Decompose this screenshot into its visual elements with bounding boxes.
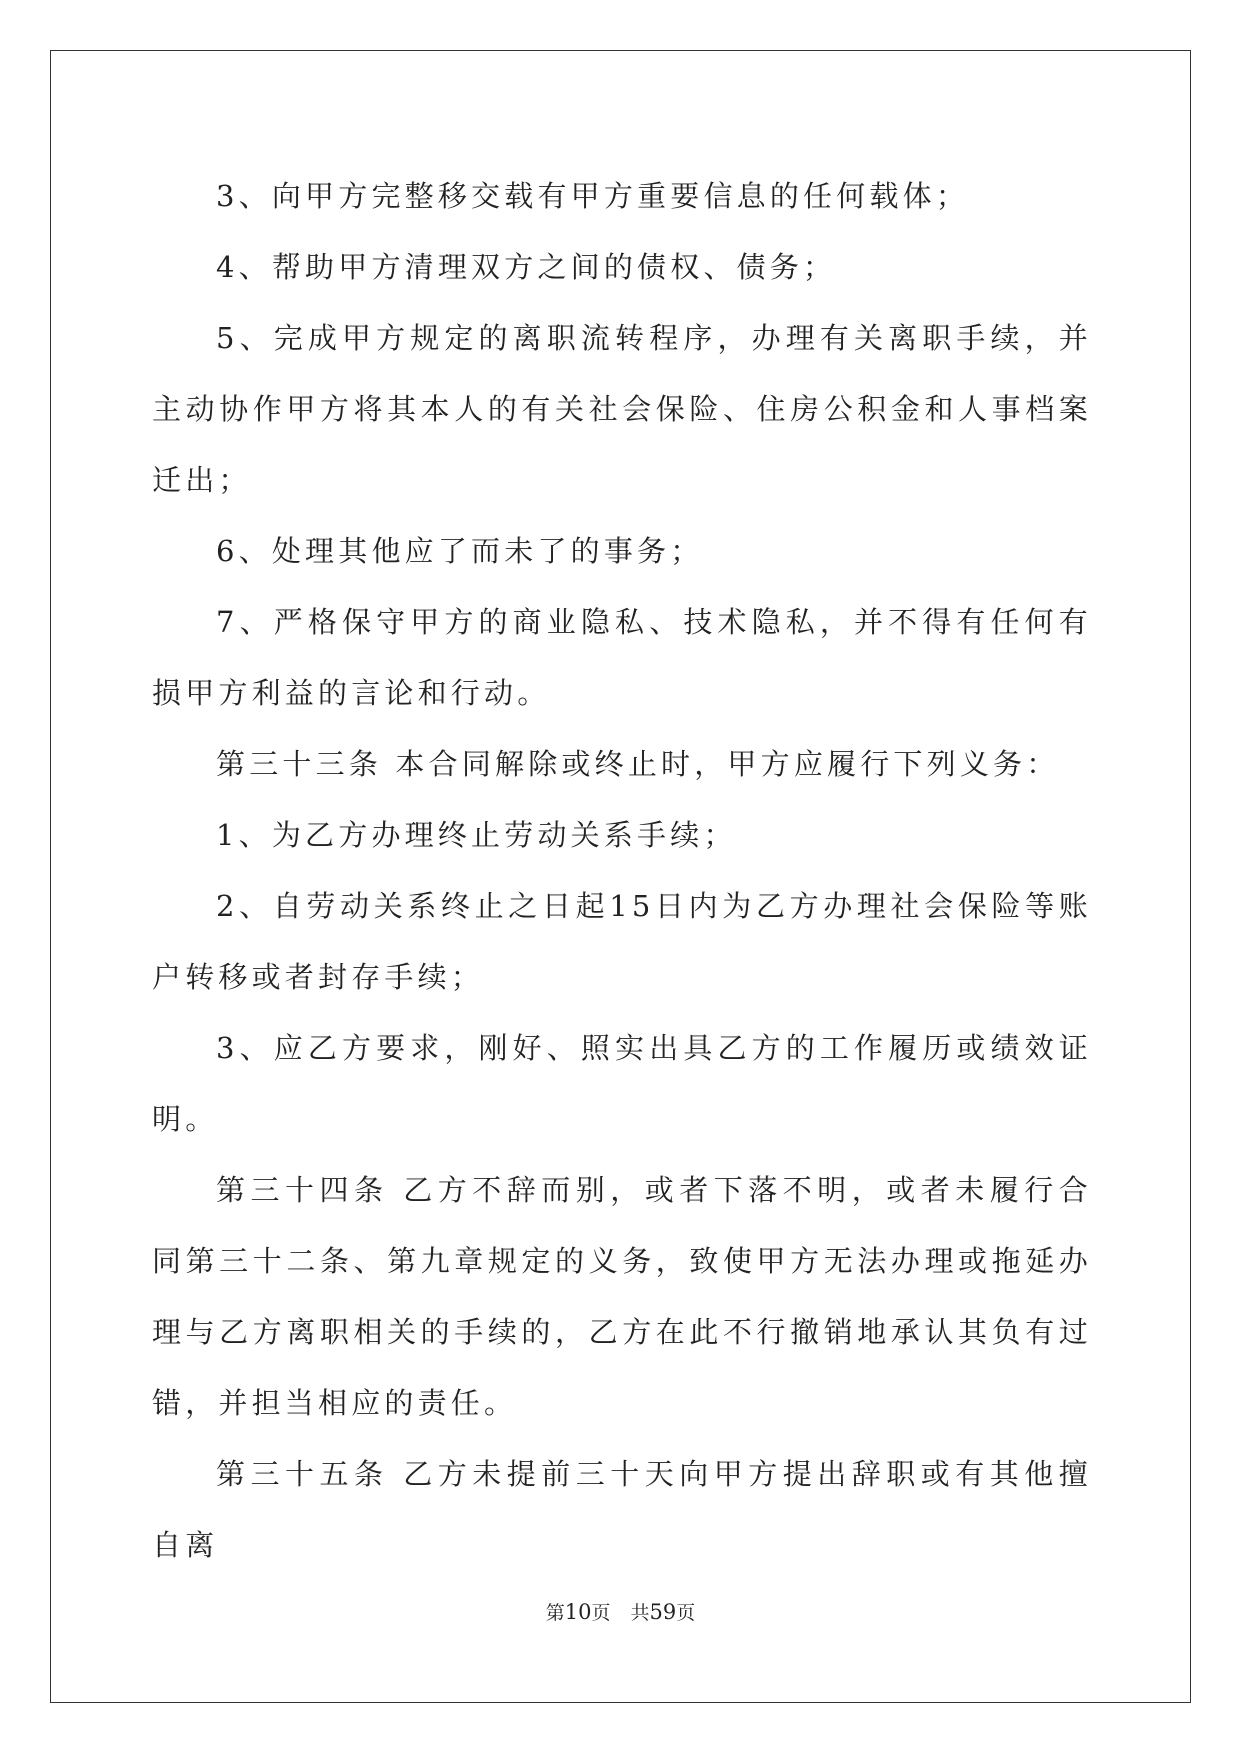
document-body [152,161,1092,1581]
paragraph-8: 2、自劳动关系终止之日起15日内为乙方办理社会保险等账户转移或者封存手续； [152,889,1092,994]
total-prefix: 共 [630,1602,650,1624]
paragraph-9: 3、应乙方要求，刚好、照实出具乙方的工作履历或绩效证明。 [152,1031,1092,1136]
total-pages: 59 [649,1600,677,1624]
page-suffix: 页 [591,1602,611,1624]
paragraph-10: 第三十四条 乙方不辞而别，或者下落不明，或者未履行合同第三十二条、第九章规定的义务，致使甲方无法办理或拖延办理与乙方离职相关的手续的，乙方在此不行撤销地承认其负有过错，并担当相应的责任。 [152,1173,1092,1420]
paragraph-4: 6、处理其他应了而未了的事务； [216,534,704,568]
page-footer [0,1598,1241,1625]
paragraph-2: 4、帮助甲方清理双方之间的债权、债务； [216,250,837,284]
page-number: 10 [564,1600,592,1624]
paragraph-11: 第三十五条 乙方未提前三十天向甲方提出辞职或有其他擅自离 [152,1457,1092,1562]
paragraph-5: 7、严格保守甲方的商业隐私、技术隐私，并不得有任何有损甲方利益的言论和行动。 [152,605,1092,710]
paragraph-1: 3、向甲方完整移交载有甲方重要信息的任何载体； [216,179,970,213]
page-prefix: 第 [545,1602,565,1624]
paragraph-3: 5、完成甲方规定的离职流转程序，办理有关离职手续，并主动协作甲方将其本人的有关社会保险、住房公积金和人事档案迁出； [152,321,1092,497]
paragraph-6: 第三十三条 本合同解除或终止时，甲方应履行下列义务： [216,747,1060,781]
total-suffix: 页 [676,1602,696,1624]
paragraph-7: 1、为乙方办理终止劳动关系手续； [216,818,737,852]
